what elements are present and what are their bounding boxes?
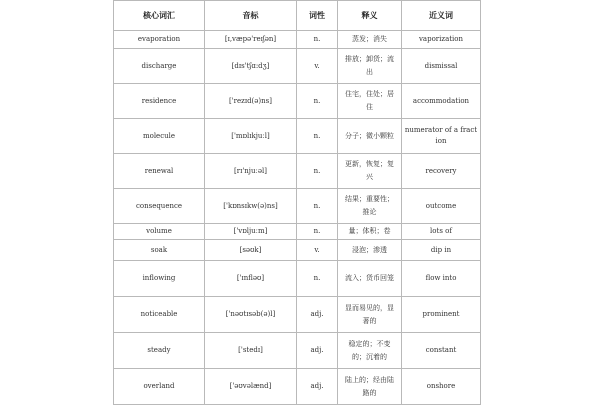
cell-phonetic: [ɪ,væpə'reɪʃən] xyxy=(205,31,297,49)
cell-meaning: 流入；货币回笼 xyxy=(338,261,402,297)
cell-phonetic: ['kɒnsɪkw(ə)ns] xyxy=(205,189,297,224)
header-phonetic: 音标 xyxy=(205,1,297,31)
cell-pos: n. xyxy=(297,189,338,224)
cell-pos: n. xyxy=(297,119,338,154)
cell-meaning: 住宅，住处；居住 xyxy=(338,84,402,119)
cell-word: consequence xyxy=(114,189,205,224)
table-row xyxy=(114,31,481,49)
cell-meaning: 排放；卸货；流出 xyxy=(338,49,402,84)
header-meaning: 释义 xyxy=(338,1,402,31)
cell-synonym: prominent xyxy=(402,297,481,333)
table-row xyxy=(114,84,481,119)
cell-meaning: 浸泡；渗透 xyxy=(338,240,402,261)
header-synonym: 近义词 xyxy=(402,1,481,31)
cell-word: steady xyxy=(114,333,205,369)
vocabulary-sheet xyxy=(113,0,480,400)
cell-pos: n. xyxy=(297,224,338,240)
cell-word: molecule xyxy=(114,119,205,154)
cell-pos: n. xyxy=(297,31,338,49)
header-core-word: 核心词汇 xyxy=(114,1,205,31)
cell-synonym: flow into xyxy=(402,261,481,297)
cell-word: discharge xyxy=(114,49,205,84)
header-part-of-speech: 词性 xyxy=(297,1,338,31)
cell-word: renewal xyxy=(114,154,205,189)
cell-meaning: 更新，恢复；复兴 xyxy=(338,154,402,189)
cell-word: volume xyxy=(114,224,205,240)
cell-synonym: numerator of a fraction xyxy=(402,119,481,154)
cell-meaning: 量；体积；卷 xyxy=(338,224,402,240)
table-row xyxy=(114,369,481,405)
cell-phonetic: ['mɒlɪkjuːl] xyxy=(205,119,297,154)
table-row xyxy=(114,119,481,154)
cell-word: noticeable xyxy=(114,297,205,333)
cell-synonym: outcome xyxy=(402,189,481,224)
cell-phonetic: ['rezɪd(ə)ns] xyxy=(205,84,297,119)
cell-synonym: constant xyxy=(402,333,481,369)
table-row xyxy=(114,261,481,297)
cell-synonym: vaporization xyxy=(402,31,481,49)
cell-meaning: 陆上的；经由陆路的 xyxy=(338,369,402,405)
vocabulary-table xyxy=(113,0,481,405)
cell-phonetic: [səʊk] xyxy=(205,240,297,261)
cell-phonetic: ['stedɪ] xyxy=(205,333,297,369)
cell-synonym: dismissal xyxy=(402,49,481,84)
cell-word: evaporation xyxy=(114,31,205,49)
cell-phonetic: ['nəʊtɪsəb(ə)l] xyxy=(205,297,297,333)
table-row xyxy=(114,189,481,224)
cell-meaning: 分子；微小颗粒 xyxy=(338,119,402,154)
cell-word: inflowing xyxy=(114,261,205,297)
cell-pos: v. xyxy=(297,49,338,84)
cell-word: soak xyxy=(114,240,205,261)
cell-pos: adj. xyxy=(297,333,338,369)
cell-word: overland xyxy=(114,369,205,405)
cell-meaning: 稳定的；不变的；沉着的 xyxy=(338,333,402,369)
cell-phonetic: ['əʊvəlænd] xyxy=(205,369,297,405)
cell-pos: n. xyxy=(297,261,338,297)
table-row xyxy=(114,297,481,333)
cell-meaning: 显而易见的，显著的 xyxy=(338,297,402,333)
cell-pos: adj. xyxy=(297,297,338,333)
cell-synonym: accommodation xyxy=(402,84,481,119)
cell-synonym: recovery xyxy=(402,154,481,189)
cell-phonetic: ['ɪnfləʊ] xyxy=(205,261,297,297)
table-row xyxy=(114,49,481,84)
cell-pos: n. xyxy=(297,84,338,119)
cell-synonym: dip in xyxy=(402,240,481,261)
cell-phonetic: [dɪs'tʃɑ:dʒ] xyxy=(205,49,297,84)
cell-synonym: onshore xyxy=(402,369,481,405)
table-row xyxy=(114,240,481,261)
table-row xyxy=(114,333,481,369)
cell-pos: adj. xyxy=(297,369,338,405)
table-header-row xyxy=(114,1,481,31)
table-row xyxy=(114,224,481,240)
cell-pos: v. xyxy=(297,240,338,261)
cell-meaning: 蒸发；消失 xyxy=(338,31,402,49)
cell-phonetic: [rɪ'njuːəl] xyxy=(205,154,297,189)
table-row xyxy=(114,154,481,189)
cell-synonym: lots of xyxy=(402,224,481,240)
cell-word: residence xyxy=(114,84,205,119)
cell-phonetic: ['vɒljuːm] xyxy=(205,224,297,240)
cell-meaning: 结果；重要性；推论 xyxy=(338,189,402,224)
cell-pos: n. xyxy=(297,154,338,189)
